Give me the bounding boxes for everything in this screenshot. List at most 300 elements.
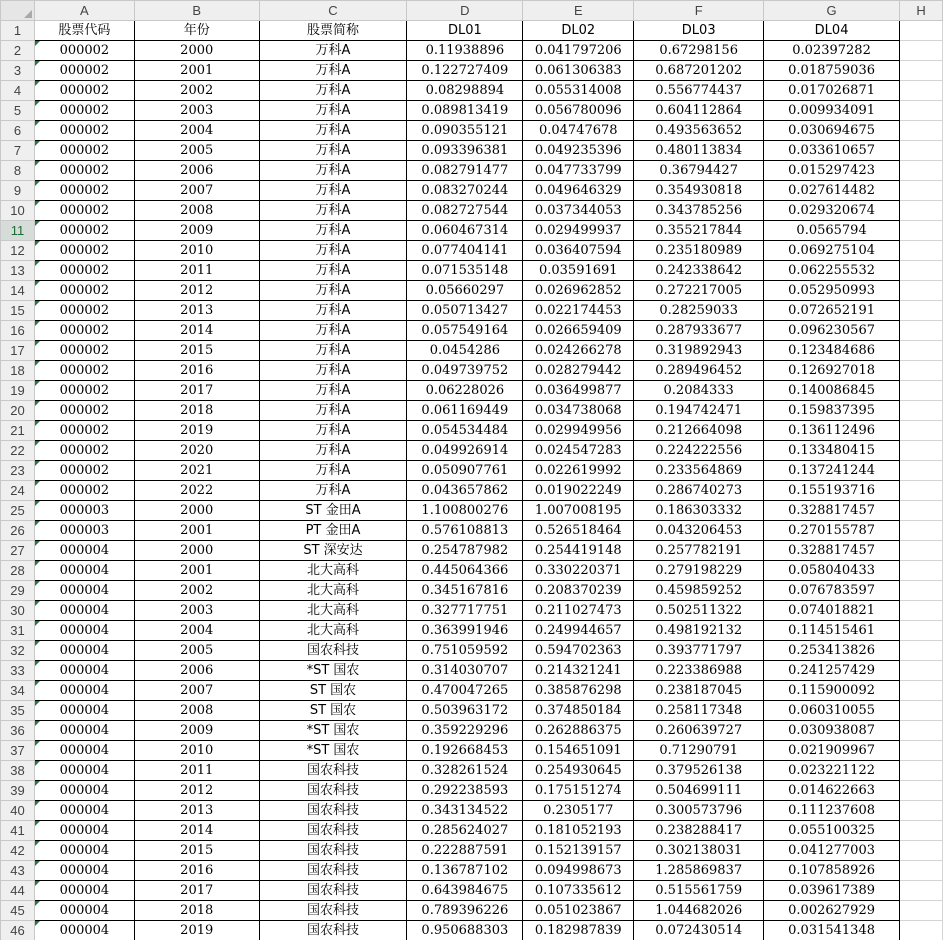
empty-cell[interactable] <box>900 641 943 661</box>
cell[interactable]: 000002 <box>34 481 134 501</box>
cell[interactable]: ST 国农 <box>259 681 407 701</box>
cell[interactable]: 0.021909967 <box>764 741 900 761</box>
row-header[interactable]: 5 <box>1 101 35 121</box>
cell[interactable]: 0.502511322 <box>634 601 764 621</box>
cell[interactable]: 000002 <box>34 261 134 281</box>
cell[interactable]: 0.058040433 <box>764 561 900 581</box>
cell[interactable]: 2000 <box>134 501 259 521</box>
cell[interactable]: 000004 <box>34 761 134 781</box>
cell[interactable]: 2000 <box>134 41 259 61</box>
cell[interactable]: 0.515561759 <box>634 881 764 901</box>
cell[interactable]: 0.055100325 <box>764 821 900 841</box>
cell[interactable]: 0.027614482 <box>764 181 900 201</box>
cell[interactable]: 0.328817457 <box>764 541 900 561</box>
cell[interactable]: 2021 <box>134 461 259 481</box>
cell[interactable]: 万科A <box>259 421 407 441</box>
cell[interactable]: 0.082727544 <box>407 201 523 221</box>
empty-cell[interactable] <box>900 101 943 121</box>
cell[interactable]: 国农科技 <box>259 841 407 861</box>
cell[interactable]: 0.037344053 <box>523 201 634 221</box>
cell[interactable]: 0.445064366 <box>407 561 523 581</box>
cell[interactable]: 2011 <box>134 761 259 781</box>
row-header[interactable]: 6 <box>1 121 35 141</box>
cell[interactable]: 1.007008195 <box>523 501 634 521</box>
cell[interactable]: 0.470047265 <box>407 681 523 701</box>
cell[interactable]: 0.238187045 <box>634 681 764 701</box>
cell[interactable]: 0.504699111 <box>634 781 764 801</box>
cell[interactable]: 0.498192132 <box>634 621 764 641</box>
empty-cell[interactable] <box>900 61 943 81</box>
cell[interactable]: 000002 <box>34 81 134 101</box>
cell[interactable]: 0.039617389 <box>764 881 900 901</box>
cell[interactable]: 0.024547283 <box>523 441 634 461</box>
cell[interactable]: 万科A <box>259 221 407 241</box>
cell[interactable]: 0.023221122 <box>764 761 900 781</box>
cell[interactable]: *ST 国农 <box>259 741 407 761</box>
cell[interactable]: 国农科技 <box>259 821 407 841</box>
row-header[interactable]: 8 <box>1 161 35 181</box>
cell[interactable]: 2005 <box>134 141 259 161</box>
row-header[interactable]: 7 <box>1 141 35 161</box>
cell[interactable]: 0.270155787 <box>764 521 900 541</box>
cell[interactable]: 000004 <box>34 901 134 921</box>
cell[interactable]: 2020 <box>134 441 259 461</box>
cell[interactable]: 000002 <box>34 421 134 441</box>
empty-cell[interactable] <box>900 861 943 881</box>
cell[interactable]: 2011 <box>134 261 259 281</box>
cell[interactable]: 000002 <box>34 101 134 121</box>
cell[interactable]: 0.055314008 <box>523 81 634 101</box>
row-header[interactable]: 46 <box>1 921 35 940</box>
cell[interactable]: 0.235180989 <box>634 241 764 261</box>
cell[interactable]: 万科A <box>259 81 407 101</box>
empty-cell[interactable] <box>900 801 943 821</box>
empty-cell[interactable] <box>900 581 943 601</box>
row-header[interactable]: 30 <box>1 601 35 621</box>
cell[interactable]: 000002 <box>34 381 134 401</box>
cell[interactable]: 0.074018821 <box>764 601 900 621</box>
cell[interactable]: 2017 <box>134 381 259 401</box>
cell[interactable]: 0.175151274 <box>523 781 634 801</box>
cell[interactable]: 1.100800276 <box>407 501 523 521</box>
cell[interactable]: 0.152139157 <box>523 841 634 861</box>
cell[interactable]: 0.253413826 <box>764 641 900 661</box>
cell[interactable]: 2003 <box>134 101 259 121</box>
row-header[interactable]: 44 <box>1 881 35 901</box>
cell[interactable]: 北大高科 <box>259 621 407 641</box>
empty-cell[interactable] <box>900 761 943 781</box>
header-cell[interactable]: DL03 <box>634 21 764 41</box>
cell[interactable]: 2017 <box>134 881 259 901</box>
cell[interactable]: 0.136112496 <box>764 421 900 441</box>
cell[interactable]: 000002 <box>34 441 134 461</box>
empty-cell[interactable] <box>900 461 943 481</box>
cell[interactable]: 0.107335612 <box>523 881 634 901</box>
cell[interactable]: 2019 <box>134 921 259 940</box>
cell[interactable]: 0.302138031 <box>634 841 764 861</box>
empty-cell[interactable] <box>900 621 943 641</box>
row-header[interactable]: 11 <box>1 221 35 241</box>
cell[interactable]: 0.094998673 <box>523 861 634 881</box>
cell[interactable]: 2000 <box>134 541 259 561</box>
empty-cell[interactable] <box>900 481 943 501</box>
cell[interactable]: 0.287933677 <box>634 321 764 341</box>
row-header[interactable]: 31 <box>1 621 35 641</box>
cell[interactable]: 0.126927018 <box>764 361 900 381</box>
cell[interactable]: 0.2305177 <box>523 801 634 821</box>
cell[interactable]: 0.355217844 <box>634 221 764 241</box>
cell[interactable]: 万科A <box>259 401 407 421</box>
row-header[interactable]: 1 <box>1 21 35 41</box>
cell[interactable]: 0.019022249 <box>523 481 634 501</box>
cell[interactable]: 0.033610657 <box>764 141 900 161</box>
cell[interactable]: 0.114515461 <box>764 621 900 641</box>
column-header-d[interactable]: D <box>407 1 523 21</box>
column-header-f[interactable]: F <box>634 1 764 21</box>
cell[interactable]: 0.159837395 <box>764 401 900 421</box>
row-header[interactable]: 45 <box>1 901 35 921</box>
empty-cell[interactable] <box>900 881 943 901</box>
cell[interactable]: 0.031541348 <box>764 921 900 940</box>
cell[interactable]: 0.022174453 <box>523 301 634 321</box>
cell[interactable]: 国农科技 <box>259 861 407 881</box>
cell[interactable]: 0.71290791 <box>634 741 764 761</box>
empty-cell[interactable] <box>900 421 943 441</box>
cell[interactable]: 0.503963172 <box>407 701 523 721</box>
header-cell[interactable]: DL01 <box>407 21 523 41</box>
cell[interactable]: 000004 <box>34 581 134 601</box>
cell[interactable]: 2004 <box>134 621 259 641</box>
cell[interactable]: 万科A <box>259 321 407 341</box>
cell[interactable]: 2015 <box>134 341 259 361</box>
cell[interactable]: 0.015297423 <box>764 161 900 181</box>
cell[interactable]: 万科A <box>259 301 407 321</box>
cell[interactable]: 0.0565794 <box>764 221 900 241</box>
cell[interactable]: 2006 <box>134 661 259 681</box>
cell[interactable]: 0.556774437 <box>634 81 764 101</box>
empty-cell[interactable] <box>900 681 943 701</box>
cell[interactable]: 2001 <box>134 61 259 81</box>
row-header[interactable]: 9 <box>1 181 35 201</box>
cell[interactable]: 0.140086845 <box>764 381 900 401</box>
cell[interactable]: 0.052950993 <box>764 281 900 301</box>
cell[interactable]: 2008 <box>134 201 259 221</box>
cell[interactable]: 万科A <box>259 441 407 461</box>
empty-cell[interactable] <box>900 441 943 461</box>
row-header[interactable]: 18 <box>1 361 35 381</box>
empty-cell[interactable] <box>900 121 943 141</box>
cell[interactable]: 0.154651091 <box>523 741 634 761</box>
cell[interactable]: 0.093396381 <box>407 141 523 161</box>
column-header-h[interactable]: H <box>900 1 943 21</box>
row-header[interactable]: 23 <box>1 461 35 481</box>
cell[interactable]: 0.051023867 <box>523 901 634 921</box>
row-header[interactable]: 24 <box>1 481 35 501</box>
cell[interactable]: 0.115900092 <box>764 681 900 701</box>
cell[interactable]: 万科A <box>259 481 407 501</box>
cell[interactable]: 000002 <box>34 301 134 321</box>
cell[interactable]: 000002 <box>34 401 134 421</box>
cell[interactable]: 2022 <box>134 481 259 501</box>
cell[interactable]: 万科A <box>259 381 407 401</box>
cell[interactable]: 2001 <box>134 561 259 581</box>
cell[interactable]: 000002 <box>34 61 134 81</box>
cell[interactable]: 0.208370239 <box>523 581 634 601</box>
row-header[interactable]: 19 <box>1 381 35 401</box>
cell[interactable]: 2007 <box>134 181 259 201</box>
cell[interactable]: 000004 <box>34 861 134 881</box>
cell[interactable]: 2018 <box>134 401 259 421</box>
cell[interactable]: 0.047733799 <box>523 161 634 181</box>
cell[interactable]: 2002 <box>134 581 259 601</box>
cell[interactable]: 0.354930818 <box>634 181 764 201</box>
cell[interactable]: *ST 国农 <box>259 661 407 681</box>
cell[interactable]: 000004 <box>34 661 134 681</box>
cell[interactable]: 2012 <box>134 281 259 301</box>
cell[interactable]: 0.328261524 <box>407 761 523 781</box>
cell[interactable]: 0.242338642 <box>634 261 764 281</box>
cell[interactable]: 2003 <box>134 601 259 621</box>
cell[interactable]: 0.043657862 <box>407 481 523 501</box>
empty-cell[interactable] <box>900 301 943 321</box>
row-header[interactable]: 41 <box>1 821 35 841</box>
cell[interactable]: 0.343134522 <box>407 801 523 821</box>
empty-cell[interactable] <box>900 281 943 301</box>
cell[interactable]: 0.022619992 <box>523 461 634 481</box>
cell[interactable]: 0.061169449 <box>407 401 523 421</box>
cell[interactable]: 0.029949956 <box>523 421 634 441</box>
cell[interactable]: 万科A <box>259 341 407 361</box>
cell[interactable]: 0.050907761 <box>407 461 523 481</box>
cell[interactable]: 0.028279442 <box>523 361 634 381</box>
cell[interactable]: 000004 <box>34 801 134 821</box>
cell[interactable]: 0.155193716 <box>764 481 900 501</box>
cell[interactable]: 000004 <box>34 541 134 561</box>
cell[interactable]: 000002 <box>34 361 134 381</box>
cell[interactable]: 0.072430514 <box>634 921 764 940</box>
cell[interactable]: 0.03591691 <box>523 261 634 281</box>
cell[interactable]: 000004 <box>34 621 134 641</box>
cell[interactable]: 0.2084333 <box>634 381 764 401</box>
cell[interactable]: 0.328817457 <box>764 501 900 521</box>
cell[interactable]: 0.06228026 <box>407 381 523 401</box>
cell[interactable]: 2009 <box>134 221 259 241</box>
cell[interactable]: 2013 <box>134 801 259 821</box>
cell[interactable]: 0.002627929 <box>764 901 900 921</box>
row-header[interactable]: 38 <box>1 761 35 781</box>
cell[interactable]: 0.049646329 <box>523 181 634 201</box>
cell[interactable]: 2010 <box>134 741 259 761</box>
cell[interactable]: 0.28259033 <box>634 301 764 321</box>
cell[interactable]: 0.060310055 <box>764 701 900 721</box>
cell[interactable]: 000002 <box>34 321 134 341</box>
cell[interactable]: 0.072652191 <box>764 301 900 321</box>
empty-cell[interactable] <box>900 721 943 741</box>
cell[interactable]: 0.480113834 <box>634 141 764 161</box>
cell[interactable]: *ST 国农 <box>259 721 407 741</box>
empty-cell[interactable] <box>900 781 943 801</box>
cell[interactable]: 0.014622663 <box>764 781 900 801</box>
cell[interactable]: 0.687201202 <box>634 61 764 81</box>
empty-cell[interactable] <box>900 241 943 261</box>
empty-cell[interactable] <box>900 841 943 861</box>
row-header[interactable]: 17 <box>1 341 35 361</box>
header-cell[interactable]: DL04 <box>764 21 900 41</box>
cell[interactable]: 0.258117348 <box>634 701 764 721</box>
cell[interactable]: 0.594702363 <box>523 641 634 661</box>
cell[interactable]: 2016 <box>134 861 259 881</box>
cell[interactable]: 0.254419148 <box>523 541 634 561</box>
cell[interactable]: 0.186303332 <box>634 501 764 521</box>
empty-cell[interactable] <box>900 321 943 341</box>
row-header[interactable]: 3 <box>1 61 35 81</box>
cell[interactable]: 北大高科 <box>259 601 407 621</box>
cell[interactable]: 0.285624027 <box>407 821 523 841</box>
cell[interactable]: 0.036407594 <box>523 241 634 261</box>
cell[interactable]: 0.018759036 <box>764 61 900 81</box>
header-cell[interactable]: DL02 <box>523 21 634 41</box>
cell[interactable]: 000004 <box>34 601 134 621</box>
empty-cell[interactable] <box>900 741 943 761</box>
cell[interactable]: 0.090355121 <box>407 121 523 141</box>
cell[interactable]: 0.279198229 <box>634 561 764 581</box>
row-header[interactable]: 29 <box>1 581 35 601</box>
row-header[interactable]: 13 <box>1 261 35 281</box>
cell[interactable]: 000002 <box>34 341 134 361</box>
cell[interactable]: 0.089813419 <box>407 101 523 121</box>
cell[interactable]: 000004 <box>34 561 134 581</box>
row-header[interactable]: 14 <box>1 281 35 301</box>
cell[interactable]: 万科A <box>259 141 407 161</box>
cell[interactable]: 国农科技 <box>259 641 407 661</box>
cell[interactable]: 0.096230567 <box>764 321 900 341</box>
cell[interactable]: 2012 <box>134 781 259 801</box>
cell[interactable]: 000004 <box>34 641 134 661</box>
empty-cell[interactable] <box>900 821 943 841</box>
row-header[interactable]: 39 <box>1 781 35 801</box>
cell[interactable]: 0.04747678 <box>523 121 634 141</box>
cell[interactable]: 2013 <box>134 301 259 321</box>
empty-cell[interactable] <box>900 361 943 381</box>
row-header[interactable]: 34 <box>1 681 35 701</box>
cell[interactable]: 0.950688303 <box>407 921 523 940</box>
cell[interactable]: 0.254787982 <box>407 541 523 561</box>
cell[interactable]: 国农科技 <box>259 761 407 781</box>
cell[interactable]: 0.292238593 <box>407 781 523 801</box>
cell[interactable]: ST 深安达 <box>259 541 407 561</box>
empty-cell[interactable] <box>900 501 943 521</box>
cell[interactable]: 0.222887591 <box>407 841 523 861</box>
cell[interactable]: 0.017026871 <box>764 81 900 101</box>
empty-cell[interactable] <box>900 601 943 621</box>
cell[interactable]: 0.319892943 <box>634 341 764 361</box>
cell[interactable]: 000004 <box>34 781 134 801</box>
cell[interactable]: 000002 <box>34 41 134 61</box>
cell[interactable]: 2001 <box>134 521 259 541</box>
empty-cell[interactable] <box>900 81 943 101</box>
row-header[interactable]: 36 <box>1 721 35 741</box>
cell[interactable]: 0.049739752 <box>407 361 523 381</box>
column-header-c[interactable]: C <box>259 1 407 21</box>
row-header[interactable]: 21 <box>1 421 35 441</box>
cell[interactable]: 0.122727409 <box>407 61 523 81</box>
cell[interactable]: 000002 <box>34 461 134 481</box>
empty-cell[interactable] <box>900 541 943 561</box>
row-header[interactable]: 16 <box>1 321 35 341</box>
cell[interactable]: 0.576108813 <box>407 521 523 541</box>
cell[interactable]: 0.136787102 <box>407 861 523 881</box>
cell[interactable]: 北大高科 <box>259 581 407 601</box>
column-header-e[interactable]: E <box>523 1 634 21</box>
cell[interactable]: 0.385876298 <box>523 681 634 701</box>
cell[interactable]: 万科A <box>259 241 407 261</box>
column-header-g[interactable]: G <box>764 1 900 21</box>
cell[interactable]: 0.330220371 <box>523 561 634 581</box>
cell[interactable]: 国农科技 <box>259 921 407 940</box>
cell[interactable]: 0.211027473 <box>523 601 634 621</box>
cell[interactable]: 0.254930645 <box>523 761 634 781</box>
cell[interactable]: 0.493563652 <box>634 121 764 141</box>
cell[interactable]: 000003 <box>34 521 134 541</box>
cell[interactable]: 0.071535148 <box>407 261 523 281</box>
cell[interactable]: 0.009934091 <box>764 101 900 121</box>
cell[interactable]: 国农科技 <box>259 781 407 801</box>
row-header[interactable]: 40 <box>1 801 35 821</box>
cell[interactable]: 0.272217005 <box>634 281 764 301</box>
cell[interactable]: 0.083270244 <box>407 181 523 201</box>
cell[interactable]: 2004 <box>134 121 259 141</box>
cell[interactable]: 万科A <box>259 61 407 81</box>
cell[interactable]: 000004 <box>34 921 134 940</box>
cell[interactable]: 1.285869837 <box>634 861 764 881</box>
cell[interactable]: 0.286740273 <box>634 481 764 501</box>
cell[interactable]: 0.049926914 <box>407 441 523 461</box>
row-header[interactable]: 4 <box>1 81 35 101</box>
cell[interactable]: 000004 <box>34 821 134 841</box>
cell[interactable]: 0.034738068 <box>523 401 634 421</box>
cell[interactable]: 0.67298156 <box>634 41 764 61</box>
cell[interactable]: 万科A <box>259 281 407 301</box>
cell[interactable]: 万科A <box>259 121 407 141</box>
cell[interactable]: ST 国农 <box>259 701 407 721</box>
cell[interactable]: 0.182987839 <box>523 921 634 940</box>
cell[interactable]: 0.223386988 <box>634 661 764 681</box>
cell[interactable]: 0.137241244 <box>764 461 900 481</box>
header-cell[interactable]: 股票代码 <box>34 21 134 41</box>
row-header[interactable]: 28 <box>1 561 35 581</box>
cell[interactable]: 0.049235396 <box>523 141 634 161</box>
cell[interactable]: 0.379526138 <box>634 761 764 781</box>
cell[interactable]: 万科A <box>259 101 407 121</box>
cell[interactable]: 0.043206453 <box>634 521 764 541</box>
cell[interactable]: 0.345167816 <box>407 581 523 601</box>
cell[interactable]: 000004 <box>34 881 134 901</box>
empty-cell[interactable] <box>900 41 943 61</box>
cell[interactable]: 0.526518464 <box>523 521 634 541</box>
row-header[interactable]: 2 <box>1 41 35 61</box>
cell[interactable]: 0.041277003 <box>764 841 900 861</box>
cell[interactable]: 000002 <box>34 141 134 161</box>
cell[interactable]: 000003 <box>34 501 134 521</box>
cell[interactable]: 0.026962852 <box>523 281 634 301</box>
cell[interactable]: 万科A <box>259 41 407 61</box>
cell[interactable]: 000004 <box>34 701 134 721</box>
empty-cell[interactable] <box>900 221 943 241</box>
cell[interactable]: 2014 <box>134 321 259 341</box>
header-cell[interactable]: 年份 <box>134 21 259 41</box>
row-header[interactable]: 12 <box>1 241 35 261</box>
cell[interactable]: 0.024266278 <box>523 341 634 361</box>
